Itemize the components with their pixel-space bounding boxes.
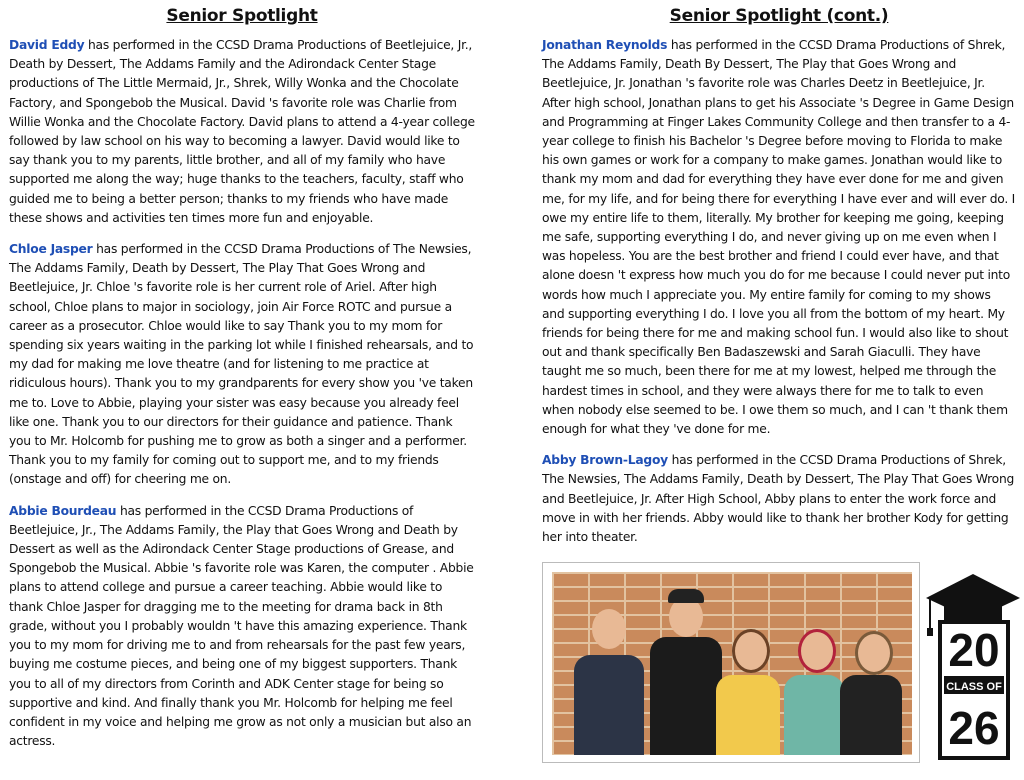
spotlight-david bbox=[9, 36, 475, 228]
group-photo-frame bbox=[542, 562, 920, 763]
badge-class-of: CLASS OF bbox=[946, 681, 1002, 693]
student-name: Abby Brown-Lagoy bbox=[542, 453, 668, 468]
spotlight-text: has performed in the CCSD Drama Productions of Beetlejuice, Jr., Death by Dessert, The Addams Family and the Adirondack Center Stage productions of The Little Mermaid, Jr., Shrek, Willy Wonka and the Chocolate Factory, and Spongebob the Musical. David 's favorite role was Charlie from Willie Wonka and the Chocolate Factory. David plans to attend a 4-year college followed by law school on his way to becoming a lawyer. David would like to say thank you to my parents, little brother, and all of my family who have supported me along the way; huge thanks to the teachers, faculty, staff who guided me to being a better person; thanks to my friends who have made these shows and activities ten times more fun and enjoyable. bbox=[9, 38, 475, 225]
student-name: Chloe Jasper bbox=[9, 242, 93, 257]
student-name: David Eddy bbox=[9, 38, 85, 52]
right-column bbox=[542, 0, 1016, 559]
group-photo bbox=[552, 572, 912, 755]
spotlight-abbie bbox=[9, 502, 475, 752]
spotlight-text: has performed in the CCSD Drama Productions of Shrek, The Addams Family, Death By Dessert, The Play that Goes Wrong and Beetlejuice, Jr. Jonathan 's favorite role was Charles Deetz in Beetlejuice, Jr. After high school, Jonathan plans to get his Associate 's Degree in Game Design and Programming at Finger Lakes Community College and then transfer to a 4-year college to finish his Bachelor 's Degree before moving to Florida to make his own games or work for a company to make games. Jonathan would like to thank my mom and dad for everything they have ever done for me and given me, for my life, and for being there for everything I have ever and will ever do. I owe my entire life to them, literally. My brother for keeping me going, keeping me safe, supporting everything I do, and never giving up on me even when I was hopeless. You are the best brother and friend I could ever have, and that alone doesn 't express how much you do for me because I could never put into words how much I appreciate you. My entire family for coming to my shows and supporting everything I do. I love you all from the bottom of my heart. My friends for being there for me and making school fun. I would also like to shout out and thank specifically Ben Badaszewski and Sarah Giaculli. They have taught me so much, been there for me at my lowest, helped me through the hardest times in school, and they were always there for me to talk to even when nobody else seemed to be. I owe them so much, and I can 't thank them enough for what they 've done for me. bbox=[542, 38, 1016, 437]
photo-person bbox=[570, 605, 648, 755]
badge-year-top: 20 bbox=[948, 624, 1000, 676]
photo-person bbox=[834, 627, 908, 755]
class-of-2026-badge bbox=[926, 572, 1021, 762]
student-name: Abbie Bourdeau bbox=[9, 503, 117, 518]
page-title-left: Senior Spotlight bbox=[166, 6, 318, 26]
spotlight-text: has performed in the CCSD Drama Productions of Beetlejuice, Jr., The Addams Family, the Play that Goes Wrong and Death by Dessert as well as the Adirondack Center Stage productions of Grease, and Spongebob the Musical. Abbie 's favorite role was Karen, the computer . Abbie plans to attend college and pursue a career teaching. Abbie would like to thank Chloe Jasper for dragging me to the meeting for drama back in 8th grade, without you I probably wouldn 't have this amazing experience. Thank you to my mom for driving me to and from rehearsals for the past few years, buying me costume pieces, and being one of my biggest supporters. Thank you to all of my directors from Corinth and ADK Center stage for being so supportive and kind. And finally thank you Mr. Holcomb for helping me feel confident in my voice and helping me grow as not only a musician but also an actress. bbox=[9, 503, 474, 749]
badge-year-bottom: 26 bbox=[948, 702, 1000, 754]
photo-person bbox=[712, 625, 784, 755]
page-title-right: Senior Spotlight (cont.) bbox=[669, 6, 889, 26]
student-name: Jonathan Reynolds bbox=[542, 38, 668, 52]
left-column bbox=[9, 0, 475, 763]
spotlight-jonathan bbox=[542, 36, 1016, 439]
spotlight-text: has performed in the CCSD Drama Productions of The Newsies, The Addams Family, Death by Dessert, The Play That Goes Wrong and Beetlejuice, Jr. Chloe 's favorite role is her current role of Ariel. After high school, Chloe plans to major in sociology, join Air Force ROTC and pursue a career as a prosecutor. Chloe would like to say Thank you to my mom for spending six years waiting in the parking lot while I finished rehearsals, and to my dad for making me love theatre (and for listening to me practice at ridiculous hours). Thank you to my grandparents for every show you 've taken me to. Love to Abbie, playing your sister was easy because you already feel like one. Thank you to our directors for their guidance and patience. Thank you to Mr. Holcomb for pushing me to grow as both a singer and a performer. Thank you to my family for coming out to support me, and to my friends (onstage and off) for cheering me on. bbox=[9, 242, 474, 487]
spotlight-chloe bbox=[9, 240, 475, 490]
spotlight-text: has performed in the CCSD Drama Productions of Shrek, The Newsies, The Addams Family, Death by Dessert, The Play That Goes Wrong and Beetlejuice, Jr. After High School, Abby plans to enter the work force and move in with her friends. Abby would like to thank her brother Kody for getting her into theater. bbox=[542, 453, 1015, 545]
spotlight-abby bbox=[542, 451, 1016, 547]
